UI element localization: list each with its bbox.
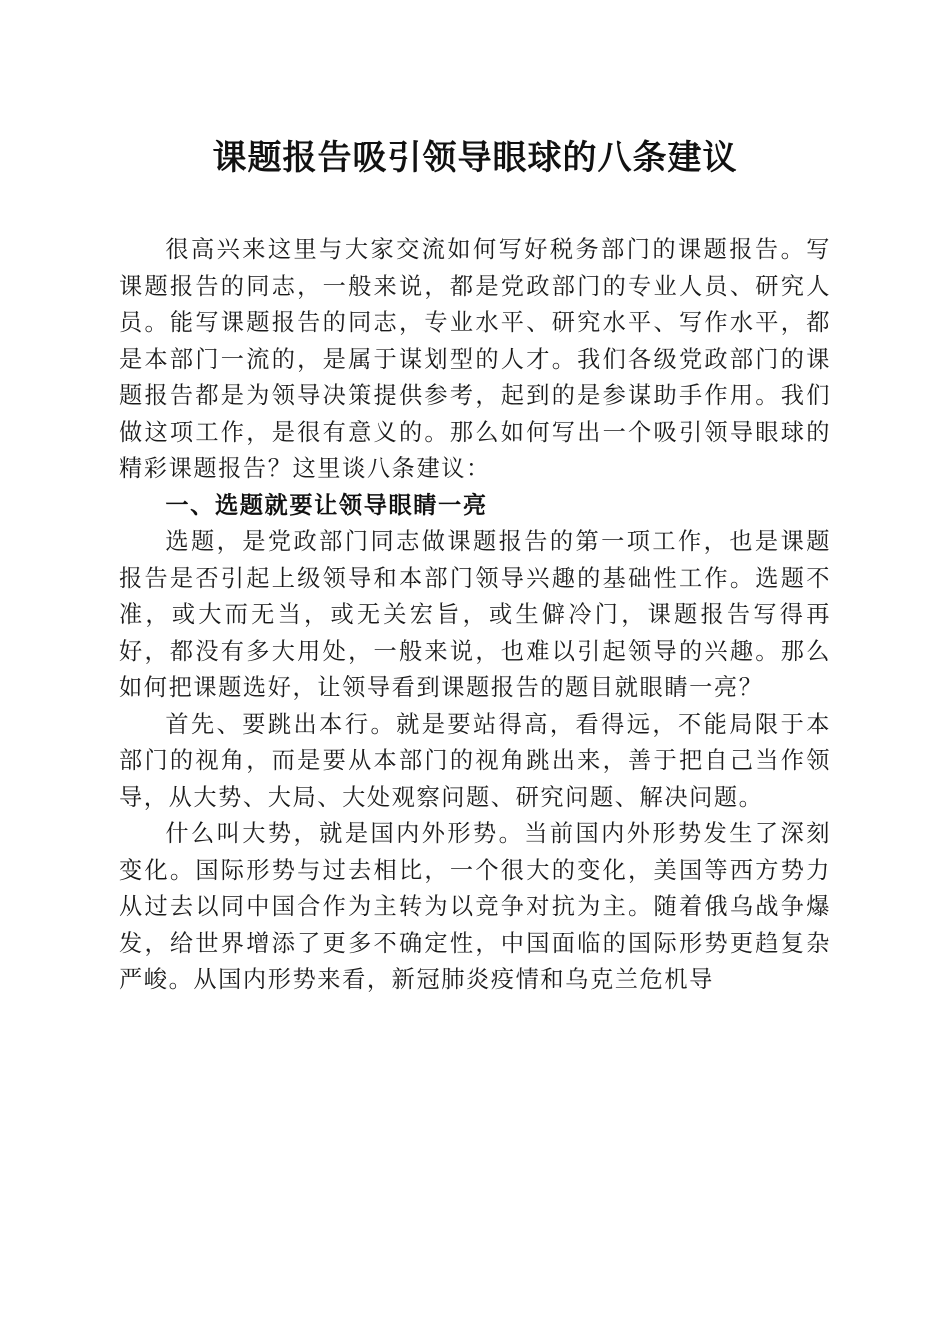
paragraph-step-first: 首先、要跳出本行。就是要站得高，看得远，不能局限于本部门的视角，而是要从本部门的视角跳出来，善于把自己当作领导，从大势、大局、大处观察问题、研究问题、解决问题。: [119, 710, 831, 811]
section-heading-1: 一、选题就要让领导眼睛一亮: [165, 491, 488, 519]
paragraph-topic-selection: 选题，是党政部门同志做课题报告的第一项工作，也是课题报告是否引起上级领导和本部门领导兴趣的基础性工作。选题不准，或大而无当，或无关宏旨，或生僻冷门，课题报告写得再好，都没有多大用处，一般来说，也难以引起领导的兴趣。那么如何把课题选好，让领导看到课题报告的题目就眼睛一亮？: [119, 528, 831, 701]
document-title: 课题报告吸引领导眼球的八条建议: [212, 138, 738, 178]
intro-paragraph: 很高兴来这里与大家交流如何写好税务部门的课题报告。写课题报告的同志，一般来说，都是党政部门的专业人员、研究人员。能写课题报告的同志，专业水平、研究水平、写作水平，都是本部门一流的，是属于谋划型的人才。我们各级党政部门的课题报告都是为领导决策提供参考，起到的是参谋助手作用。我们做这项工作，是很有意义的。那么如何写出一个吸引领导眼球的精彩课题报告？这里谈八条建议：: [119, 236, 831, 482]
document-body: [119, 232, 831, 999]
paragraph-big-trend: 什么叫大势，就是国内外形势。当前国内外形势发生了深刻变化。国际形势与过去相比，一个很大的变化，美国等西方势力从过去以同中国合作为主转为以竞争对抗为主。随着俄乌战争爆发，给世界增添了更多不确定性，中国面临的国际形势更趋复杂严峻。从国内形势来看，新冠肺炎疫情和乌克兰危机导: [119, 820, 831, 993]
